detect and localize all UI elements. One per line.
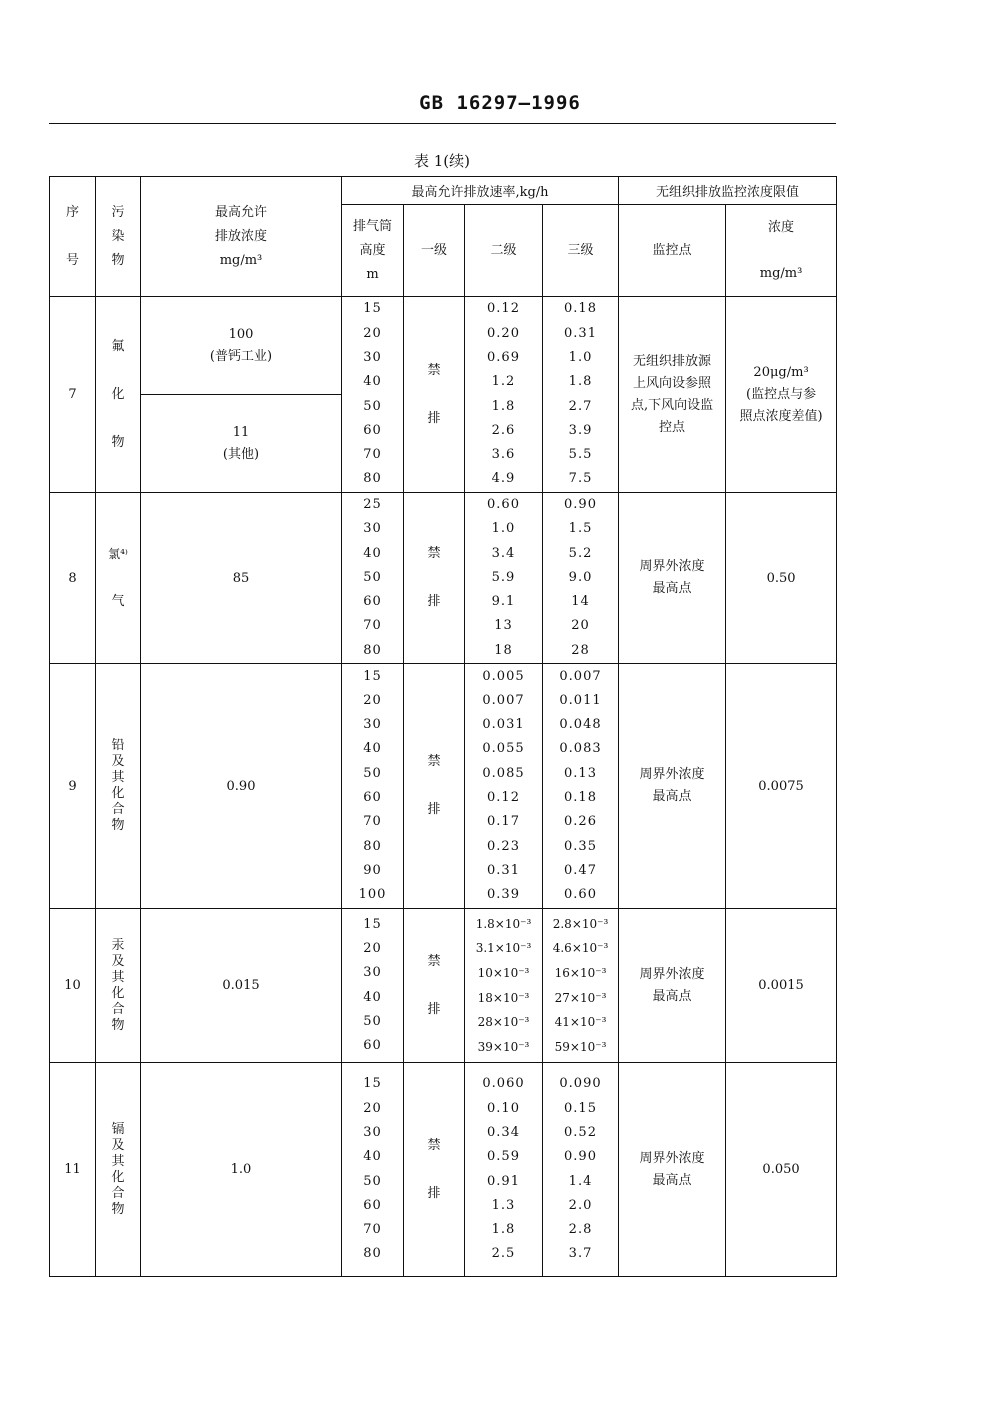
grade3-cell: 2.8×10⁻³ 4.6×10⁻³ 16×10⁻³ 27×10⁻³ 41×10⁻³ 59×10⁻³ (543, 909, 619, 1063)
grade3-cell: 0.090 0.15 0.52 0.90 1.4 2.0 2.8 3.7 (543, 1063, 619, 1277)
grade1-cell: 禁 排 (404, 1063, 465, 1277)
emission-standard-table (49, 176, 837, 1277)
table-row (50, 909, 837, 1063)
header-grade3: 三级 (543, 205, 619, 297)
grade3-cell: 0.18 0.31 1.0 1.8 2.7 3.9 5.5 7.5 (543, 297, 619, 493)
table-row (50, 664, 837, 909)
limit-cell: 0.50 (726, 493, 837, 664)
seq-cell: 11 (50, 1063, 96, 1277)
header-seq: 序 号 (50, 177, 96, 297)
monitor-point-cell: 周界外浓度 最高点 (619, 664, 726, 909)
limit-cell: 20μg/m³ (监控点与参 照点浓度差值) (726, 297, 837, 493)
monitor-point-cell: 周界外浓度 最高点 (619, 909, 726, 1063)
concentration-cell: 100 (普钙工业) (141, 297, 342, 395)
pollutant-cell: 氯⁴⁾ 气 (96, 493, 141, 664)
table-row (50, 297, 837, 395)
seq-cell: 7 (50, 297, 96, 493)
monitor-point-cell: 周界外浓度 最高点 (619, 1063, 726, 1277)
table-row (50, 1063, 837, 1277)
standard-number: GB 16297—1996 (419, 92, 581, 114)
monitor-point-cell: 周界外浓度 最高点 (619, 493, 726, 664)
limit-cell: 0.0015 (726, 909, 837, 1063)
concentration-cell: 1.0 (141, 1063, 342, 1277)
grade2-cell: 1.8×10⁻³ 3.1×10⁻³ 10×10⁻³ 18×10⁻³ 28×10⁻³ 39×10⁻³ (465, 909, 543, 1063)
header-rate-group: 最高允许排放速率,kg/h (342, 177, 619, 205)
seq-cell: 10 (50, 909, 96, 1063)
monitor-point-cell: 无组织排放源 上风向设参照 点,下风向设监 控点 (619, 297, 726, 493)
header-max-concentration: 最高允许 排放浓度 mg/m³ (141, 177, 342, 297)
pollutant-cell: 氟 化 物 (96, 297, 141, 493)
table-row (50, 493, 837, 664)
grade1-cell: 禁 排 (404, 297, 465, 493)
grade2-cell: 0.12 0.20 0.69 1.2 1.8 2.6 3.6 4.9 (465, 297, 543, 493)
stack-height-cell: 15 20 30 40 50 60 70 80 90 100 (342, 664, 404, 909)
header-stack-height: 排气筒 高度 m (342, 205, 404, 297)
header-grade1: 一级 (404, 205, 465, 297)
stack-height-cell: 25 30 40 50 60 70 80 (342, 493, 404, 664)
limit-cell: 0.050 (726, 1063, 837, 1277)
concentration-cell: 85 (141, 493, 342, 664)
limit-cell: 0.0075 (726, 664, 837, 909)
grade1-cell: 禁 排 (404, 909, 465, 1063)
concentration-cell: 11 (其他) (141, 395, 342, 493)
grade1-cell: 禁 排 (404, 493, 465, 664)
stack-height-cell: 15 20 30 40 50 60 (342, 909, 404, 1063)
concentration-cell: 0.90 (141, 664, 342, 909)
table-caption: 表 1(续) (413, 152, 471, 170)
seq-cell: 9 (50, 664, 96, 909)
header-monitor-point: 监控点 (619, 205, 726, 297)
pollutant-cell: 汞 及 其 化 合 物 (96, 909, 141, 1063)
header-pollutant: 污 染 物 (96, 177, 141, 297)
stack-height-cell: 15 20 30 40 50 60 70 80 (342, 1063, 404, 1277)
stack-height-cell: 15 20 30 40 50 60 70 80 (342, 297, 404, 493)
seq-cell: 8 (50, 493, 96, 664)
grade2-cell: 0.060 0.10 0.34 0.59 0.91 1.3 1.8 2.5 (465, 1063, 543, 1277)
header-grade2: 二级 (465, 205, 543, 297)
concentration-cell: 0.015 (141, 909, 342, 1063)
grade2-cell: 0.005 0.007 0.031 0.055 0.085 0.12 0.17 0.23 0.31 0.39 (465, 664, 543, 909)
pollutant-cell: 镉 及 其 化 合 物 (96, 1063, 141, 1277)
pollutant-cell: 铅 及 其 化 合 物 (96, 664, 141, 909)
header-concentration: 浓度 mg/m³ (726, 205, 837, 297)
grade3-cell: 0.007 0.011 0.048 0.083 0.13 0.18 0.26 0.35 0.47 0.60 (543, 664, 619, 909)
grade1-cell: 禁 排 (404, 664, 465, 909)
header-row-1 (50, 177, 837, 205)
header-fugitive-group: 无组织排放监控浓度限值 (619, 177, 837, 205)
grade3-cell: 0.90 1.5 5.2 9.0 14 20 28 (543, 493, 619, 664)
header-rule (49, 123, 836, 124)
grade2-cell: 0.60 1.0 3.4 5.9 9.1 13 18 (465, 493, 543, 664)
